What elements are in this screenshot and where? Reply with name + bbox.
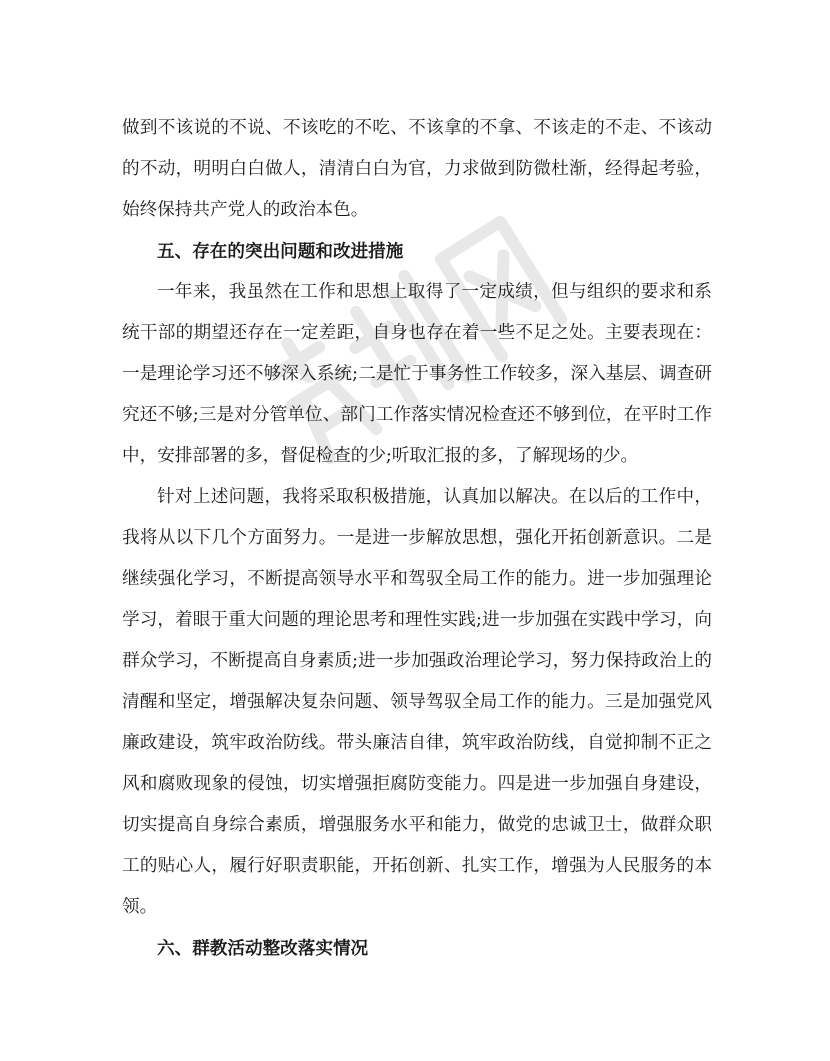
paragraph-continuation: 做到不该说的不说、不该吃的不吃、不该拿的不拿、不该走的不走、不该动的不动，明明白白做人，清清白白为官，力求做到防微杜渐，经得起考验，始终保持共产党人的政治本色。 bbox=[122, 118, 712, 220]
section-heading-six: 六、群教活动整改落实情况 bbox=[157, 938, 369, 959]
paragraph-measures: 针对上述问题，我将采取积极措施，认真加以解决。在以后的工作中，我将从以下几个方面努力。一是进一步解放思想，强化开拓创新意识。二是继续强化学习，不断提高领导水平和驾驭全局工作的能力。进一步加强理论学习，着眼于重大问题的理论思考和理性实践;进一步加强在实践中学习，向群众学习，不断提高自身素质;进一步加强政治理论学习，努力保持政治上的清醒和坚定，增强解决复杂问题、领导驾驭全局工作的能力。三是加强党风廉政建设，筑牢政治防线。带头廉洁自律，筑牢政治防线，自觉抑制不正之风和腐败现象的侵蚀，切实增强拒腐防变能力。四是进一步加强自身建设，切实提高自身综合素质，增强服务水平和能力，做党的忠诚卫士，做群众职工的贴心人，履行好职责职能，开拓创新、扎实工作，增强为人民服务的本领。 bbox=[122, 487, 712, 917]
paragraph-problems: 一年来，我虽然在工作和思想上取得了一定成绩，但与组织的要求和系统干部的期望还存在一定差距，自身也存在着一些不足之处。主要表现在：一是理论学习还不够深入系统;二是忙于事务性工作较多，深入基层、调查研究还不够;三是对分管单位、部门工作落实情况检查还不够到位，在平时工作中，安排部署的多，督促检查的少;听取汇报的多，了解现场的少。 bbox=[122, 282, 712, 466]
document-body bbox=[122, 108, 712, 969]
section-heading-five: 五、存在的突出问题和改进措施 bbox=[157, 241, 404, 262]
